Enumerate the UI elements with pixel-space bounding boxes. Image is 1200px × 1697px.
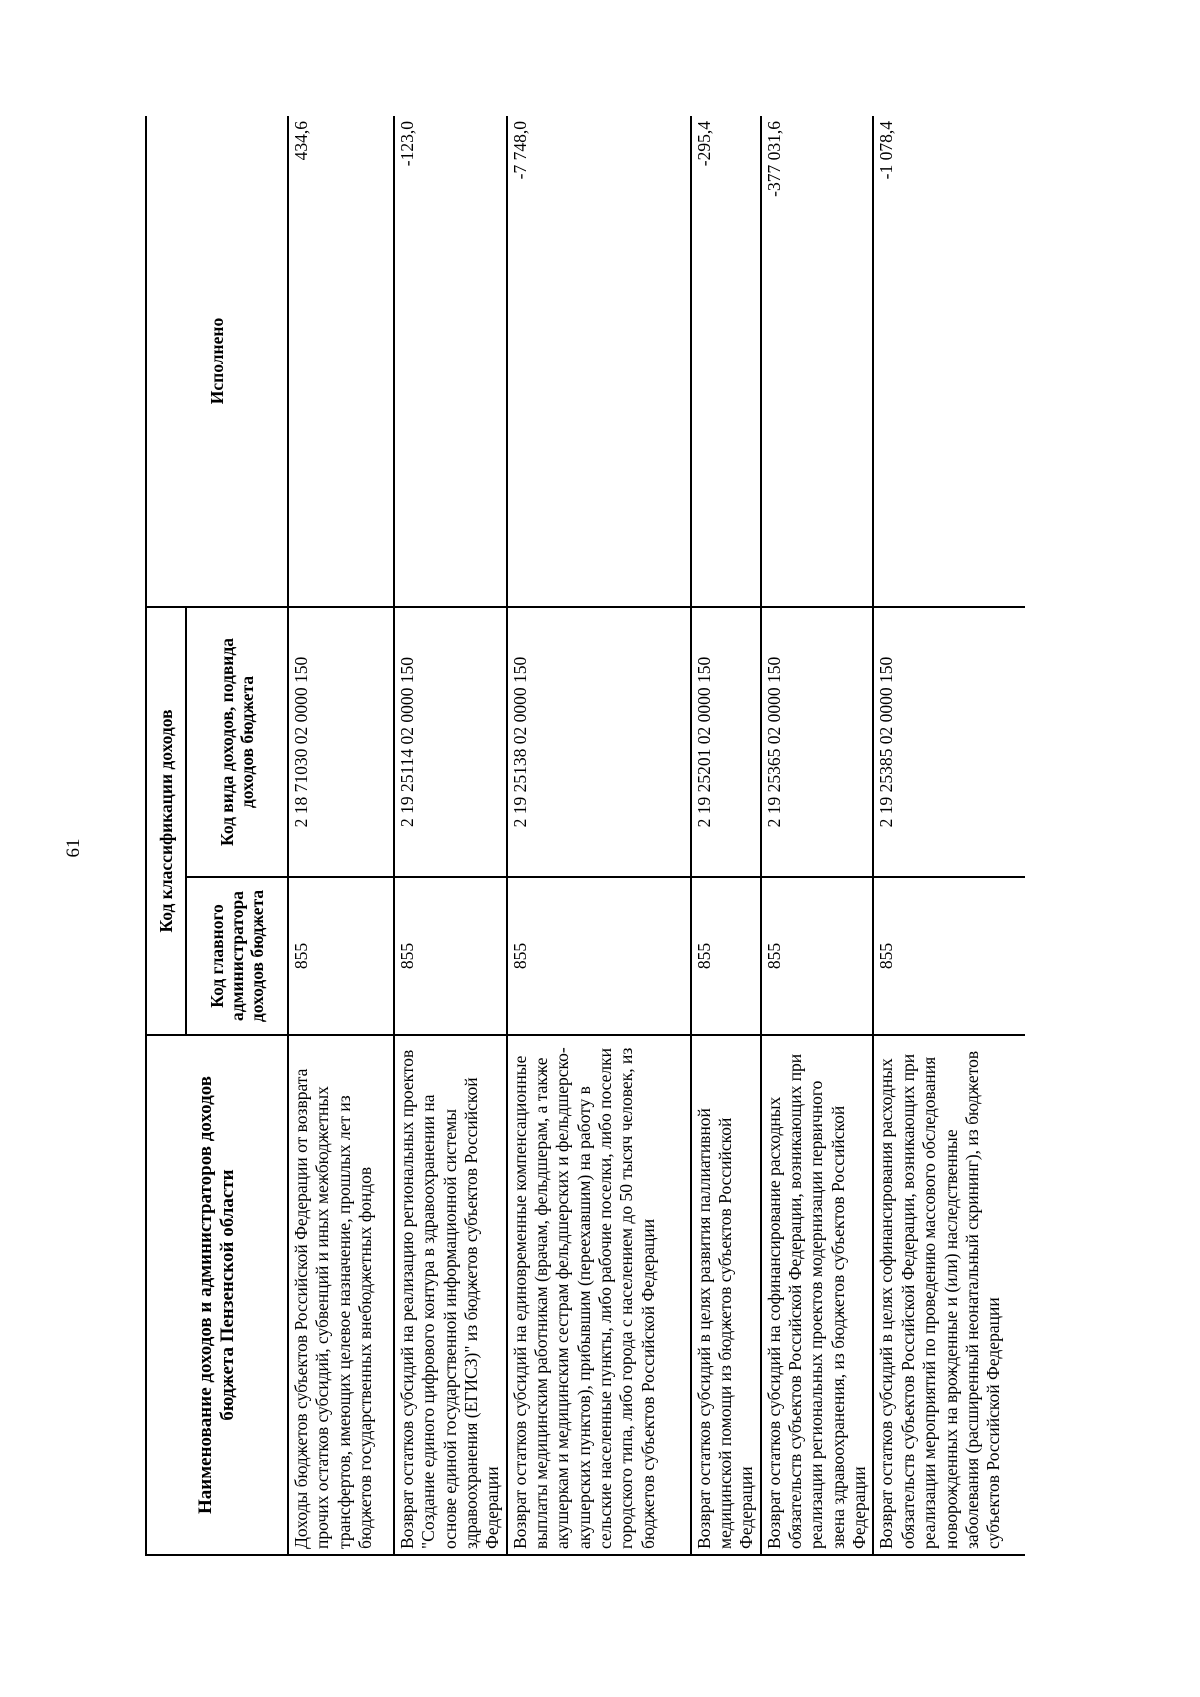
- row-kind-code: 2 19 25365 02 0000 150: [761, 607, 874, 877]
- table-row: [761, 116, 874, 1555]
- table-container: [145, 116, 1025, 1556]
- table-row: [691, 116, 761, 1555]
- header-name: Наименование доходов и администраторов доходов бюджета Пензенской области: [146, 1035, 288, 1555]
- row-executed: -123,0: [394, 116, 507, 607]
- row-name: Возврат остатков субсидий на софинансирование расходных обязательств субъектов Российской Федерации, возникающих при реализации региональных проектов модернизации первичного звена здравоохранения, из бюджетов субъектов Российской Федерации: [761, 1035, 874, 1555]
- table-row: [288, 116, 394, 1555]
- row-kind-code: 2 19 25201 02 0000 150: [691, 607, 761, 877]
- page-number: 61: [63, 838, 84, 858]
- row-kind-code: 2 19 25385 02 0000 150: [873, 607, 1025, 877]
- row-admin-code: 855: [288, 877, 394, 1035]
- table-row: [394, 116, 507, 1555]
- row-admin-code: 855: [873, 877, 1025, 1035]
- header-admin-code: Код главного администратора доходов бюджета: [186, 877, 288, 1035]
- header-kind-code: Код вида доходов, подвида доходов бюджета: [186, 607, 288, 877]
- income-table: [145, 116, 1025, 1556]
- row-name: Возврат остатков субсидий в целях развития паллиативной медицинской помощи из бюджетов субъектов Российской Федерации: [691, 1035, 761, 1555]
- row-executed: -1 078,4: [873, 116, 1025, 607]
- row-kind-code: 2 18 71030 02 0000 150: [288, 607, 394, 877]
- row-name: Возврат остатков субсидий на реализацию региональных проектов "Создание единого цифрового контура в здравоохранении на основе единой государственной информационной системы здравоохранения (ЕГИСЗ)" из бюджетов субъектов Российской Федерации: [394, 1035, 507, 1555]
- row-kind-code: 2 19 25138 02 0000 150: [507, 607, 691, 877]
- table-row: [507, 116, 691, 1555]
- row-executed: -377 031,6: [761, 116, 874, 607]
- table-row: [873, 116, 1025, 1555]
- row-name: Доходы бюджетов субъектов Российской Федерации от возврата прочих остатков субсидий, субвенций и иных межбюджетных трансфертов, имеющих целевое назначение, прошлых лет из бюджетов государственных внебюджетных фондов: [288, 1035, 394, 1555]
- row-executed: 434,6: [288, 116, 394, 607]
- row-kind-code: 2 19 25114 02 0000 150: [394, 607, 507, 877]
- row-admin-code: 855: [507, 877, 691, 1035]
- rotated-table-area: [145, 116, 1025, 1556]
- header-executed: Исполнено: [146, 116, 288, 607]
- row-executed: -7 748,0: [507, 116, 691, 607]
- row-name: Возврат остатков субсидий на единовременные компенсационные выплаты медицинским работникам (врачам, фельдшерам, а также акушеркам и медицинским сестрам фельдшерских и фельдшерско-акушерских пунктов), прибывшим (переехавшим) на работу в сельские населенные пункты, либо рабочие поселки, либо поселки городского типа, либо города с населением до 50 тысяч человек, из бюджетов субъектов Российской Федерации: [507, 1035, 691, 1555]
- row-name: Возврат остатков субсидий в целях софинансирования расходных обязательств субъектов Российской Федерации, возникающих при реализации мероприятий по проведению массового обследования новорожденных на врожденные и (или) наследственные заболевания (расширенный неонатальный скрининг), из бюджетов субъектов Российской Федерации: [873, 1035, 1025, 1555]
- row-executed: -295,4: [691, 116, 761, 607]
- row-admin-code: 855: [394, 877, 507, 1035]
- row-admin-code: 855: [761, 877, 874, 1035]
- row-admin-code: 855: [691, 877, 761, 1035]
- header-code-group: Код классификации доходов: [146, 607, 186, 1035]
